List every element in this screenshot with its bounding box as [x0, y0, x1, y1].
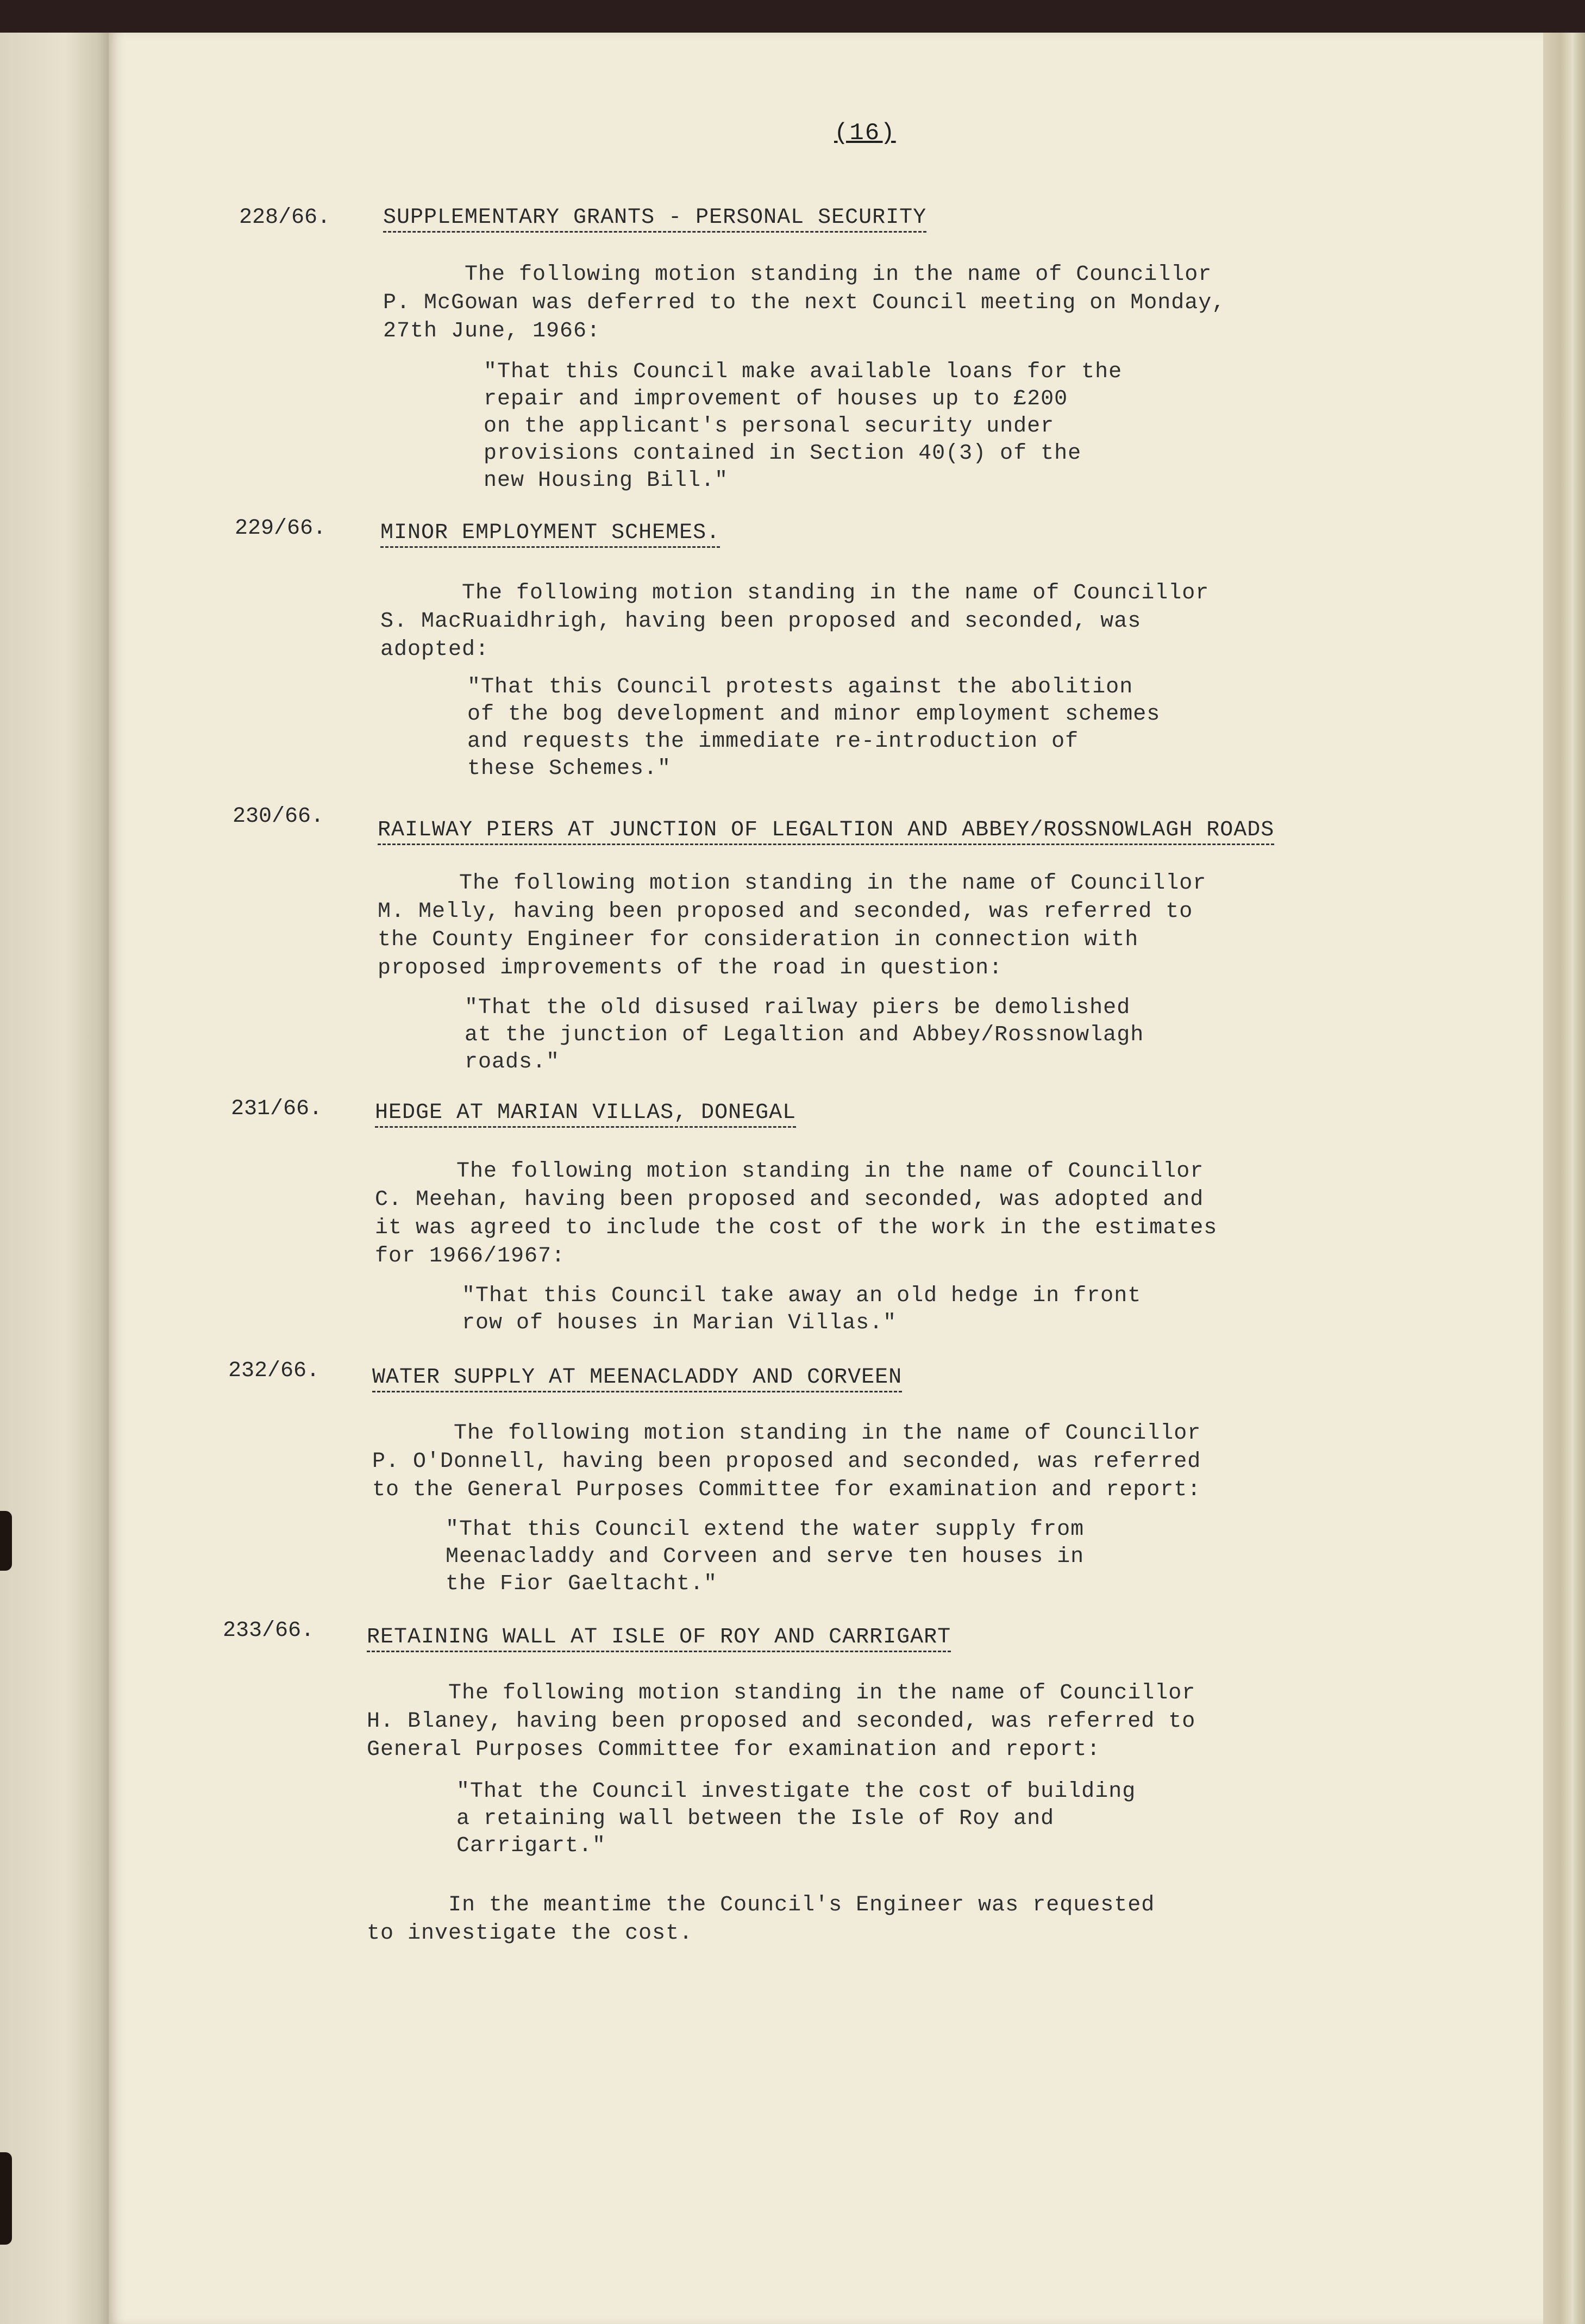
item-followup: In the meantime the Council's Engineer was requested to investigate the cost.	[367, 1893, 1155, 1946]
item-heading: RAILWAY PIERS AT JUNCTION OF LEGALTION AND ABBEY/ROSSNOWLAGH ROADS	[378, 818, 1274, 845]
item-quote: "That the Council investigate the cost of building a retaining wall between the Isle of Roy and Carrigart."	[456, 1779, 1136, 1858]
item-quote: "That the old disused railway piers be demolished at the junction of Legaltion and Abbey/Rossnowlagh roads."	[465, 996, 1144, 1074]
item-paragraph: The following motion standing in the name of Councillor C. Meehan, having been proposed and seconded, was adopted and it was agreed to include the cost of the work in the estimates for 1966/1967:	[375, 1159, 1218, 1269]
item-number: 233/66.	[223, 1619, 315, 1643]
left-binding	[0, 33, 109, 2324]
item-number: 228/66.	[239, 205, 331, 230]
document-page	[109, 33, 1543, 2324]
item-number: 229/66.	[235, 516, 327, 541]
top-dark-edge	[0, 0, 1585, 33]
item-paragraph: The following motion standing in the name of Councillor H. Blaney, having been proposed and seconded, was referred to General Purposes Committee for examination and report:	[367, 1681, 1196, 1762]
binding-mark	[0, 1511, 12, 1571]
item-quote: "That this Council make available loans for the repair and improvement of houses up to £200 on the applicant's personal security under provisions contained in Section 40(3) of the new Housing Bill."	[484, 360, 1123, 493]
page-number: (16)	[834, 120, 896, 147]
binding-mark	[0, 2152, 12, 2245]
item-paragraph: The following motion standing in the name of Councillor P. O'Donnell, having been proposed and seconded, was referred to the General Purposes Committee for examination and report:	[372, 1421, 1201, 1502]
item-heading: RETAINING WALL AT ISLE OF ROY AND CARRIGART	[367, 1625, 951, 1652]
item-paragraph: The following motion standing in the name of Councillor S. MacRuaidhrigh, having been proposed and seconded, was adopted:	[380, 581, 1210, 662]
item-number: 232/66.	[228, 1359, 320, 1383]
right-page-edges	[1543, 33, 1585, 2324]
item-quote: "That this Council extend the water supply from Meenacladdy and Corveen and serve ten houses in the Fior Gaeltacht."	[446, 1517, 1085, 1596]
item-paragraph: The following motion standing in the name of Councillor P. McGowan was deferred to the next Council meeting on Monday, 27th June, 1966:	[383, 263, 1226, 343]
item-heading: HEDGE AT MARIAN VILLAS, DONEGAL	[375, 1101, 796, 1128]
item-heading: MINOR EMPLOYMENT SCHEMES.	[380, 521, 720, 548]
item-heading: WATER SUPPLY AT MEENACLADDY AND CORVEEN	[372, 1365, 902, 1392]
item-quote: "That this Council protests against the abolition of the bog development and minor employment schemes and requests the immediate re-introduction of these Schemes."	[467, 675, 1161, 781]
item-quote: "That this Council take away an old hedge in front row of houses in Marian Villas."	[462, 1284, 1142, 1335]
item-heading: SUPPLEMENTARY GRANTS - PERSONAL SECURITY	[383, 205, 926, 233]
item-number: 230/66.	[233, 804, 324, 829]
item-paragraph: The following motion standing in the name of Councillor M. Melly, having been proposed and seconded, was referred to the County Engineer for consideration in connection with proposed improvements of the road in question:	[378, 871, 1207, 980]
item-number: 231/66.	[231, 1097, 323, 1121]
